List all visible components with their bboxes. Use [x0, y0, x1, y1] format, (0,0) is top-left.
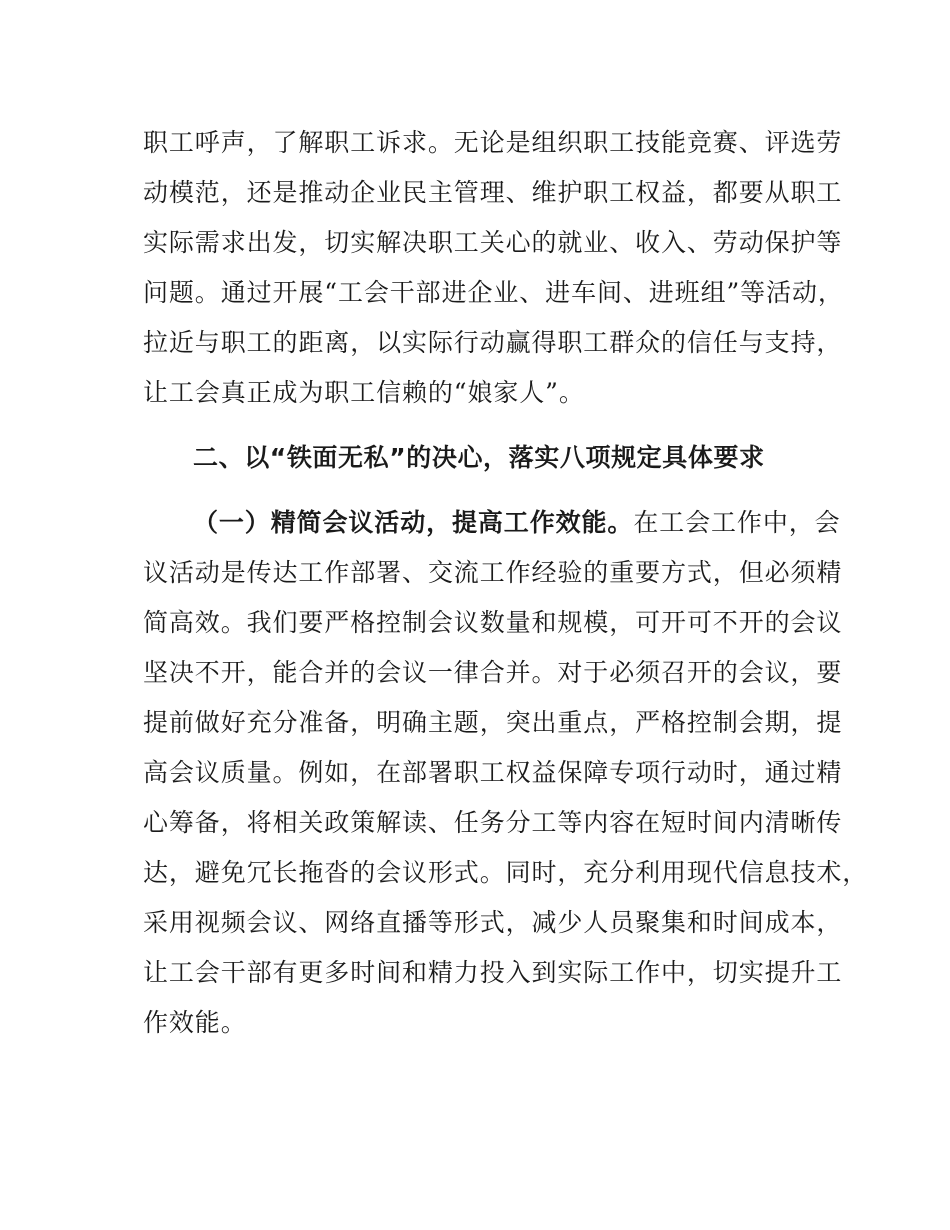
text-line: 达，避免冗长拖沓的会议形式。同时，充分利用现代信息技术， — [143, 858, 869, 887]
text-line: 问题。通过开展“工会干部进企业、进车间、进班组”等活动， — [143, 278, 844, 307]
text-line: 心筹备，将相关政策解读、任务分工等内容在短时间内清晰传 — [143, 808, 843, 837]
text-line: 简高效。我们要严格控制会议数量和规模，可开可不开的会议 — [143, 608, 843, 637]
text-line: 坚决不开，能合并的会议一律合并。对于必须召开的会议，要 — [143, 658, 843, 687]
subheading-bold: （一）精简会议活动，提高工作效能。 — [193, 508, 634, 537]
text-line: 让工会干部有更多时间和精力投入到实际工作中，切实提升工 — [143, 958, 843, 987]
text-line: 动模范，还是推动企业民主管理、维护职工权益，都要从职工 — [143, 178, 843, 207]
text-line: 实际需求出发，切实解决职工关心的就业、收入、劳动保护等 — [143, 228, 843, 257]
section-heading: 二、以“铁面无私”的决心，落实八项规定具体要求 — [193, 443, 765, 472]
text-line: 拉近与职工的距离，以实际行动赢得职工群众的信任与支持， — [143, 328, 843, 357]
lead-text: 在工会工作中，会 — [633, 508, 841, 537]
text-line: 作效能。 — [143, 1008, 247, 1037]
text-line: 让工会真正成为职工信赖的“娘家人”。 — [143, 378, 585, 407]
text-line: 采用视频会议、网络直播等形式，减少人员聚集和时间成本， — [143, 908, 843, 937]
text-line: 职工呼声，了解职工诉求。无论是组织职工技能竞赛、评选劳 — [143, 128, 843, 157]
text-line: 议活动是传达工作部署、交流工作经验的重要方式，但必须精 — [143, 558, 843, 587]
text-line: 提前做好充分准备，明确主题，突出重点，严格控制会期，提 — [143, 708, 843, 737]
text-line: 高会议质量。例如，在部署职工权益保障专项行动时，通过精 — [143, 758, 843, 787]
paragraph-lead-line — [193, 505, 841, 541]
